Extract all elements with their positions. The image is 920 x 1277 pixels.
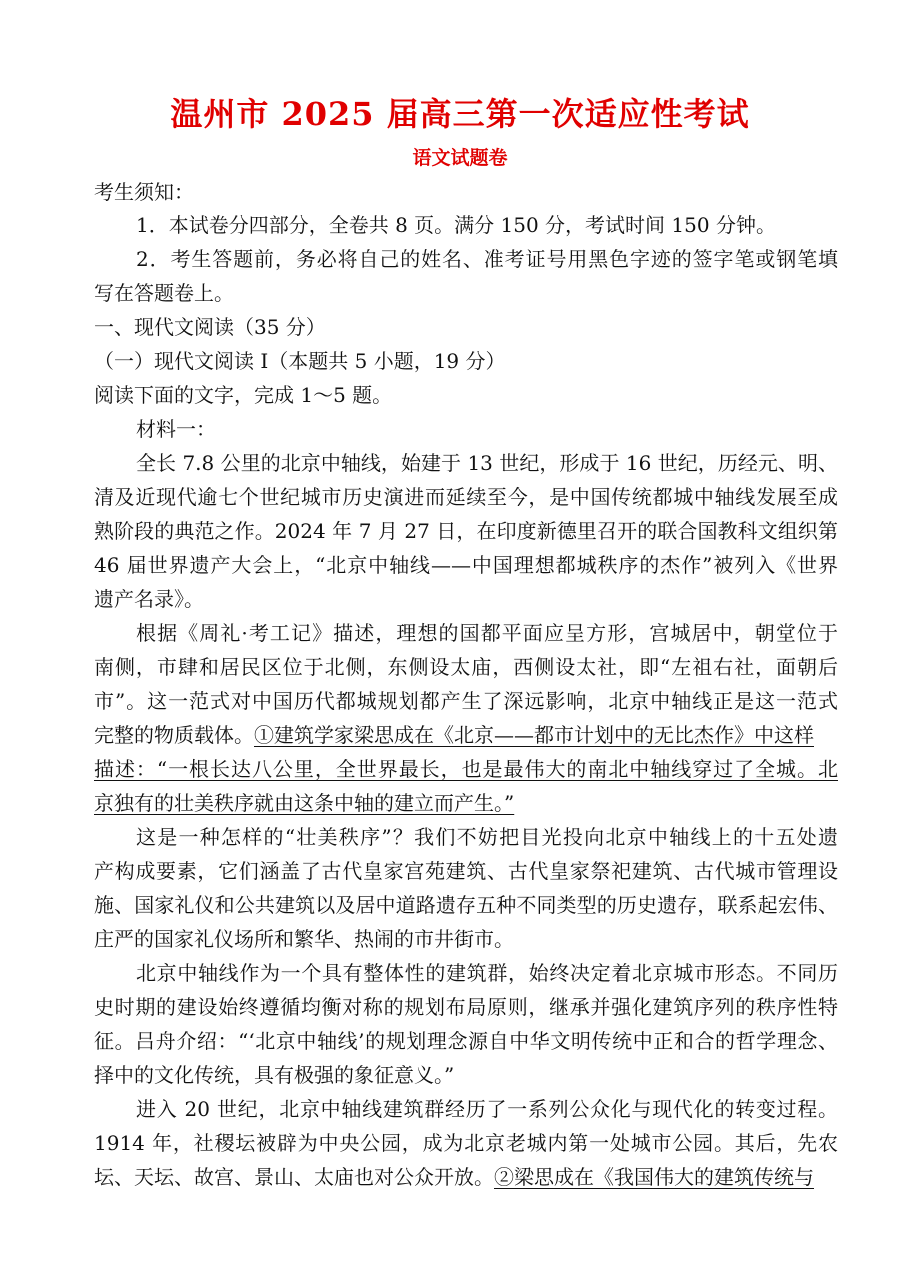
exam-subtitle: 语文试题卷 bbox=[412, 147, 508, 169]
notice-item-2: 2．考生答题前，务必将自己的姓名、准考证号用黑色字迹的签字笔或钢笔填 bbox=[136, 247, 838, 271]
underlined-quote-1: 京独有的壮美秩序就由这条中轴的建立而产生。” bbox=[94, 791, 515, 815]
notice-item-2-cont: 写在答题卷上。 bbox=[94, 281, 234, 305]
notice-item-1: 1．本试卷分四部分，全卷共 8 页。满分 150 分，考试时间 150 分钟。 bbox=[136, 213, 776, 237]
passage-line: 全长 7.8 公里的北京中轴线，始建于 13 世纪，形成于 16 世纪，历经元、明、 bbox=[136, 451, 838, 475]
reading-instruction: 阅读下面的文字，完成 1～5 题。 bbox=[94, 383, 393, 407]
underlined-quote-2: ②梁思成在《我国伟大的建筑传统与 bbox=[494, 1165, 814, 1189]
passage-line: 择中的文化传统，具有极强的象征意义。” bbox=[94, 1063, 455, 1087]
passage-line: 熟阶段的典范之作。2024 年 7 月 27 日，在印度新德里召开的联合国教科文组织第 bbox=[94, 519, 838, 543]
underlined-quote-1: ①建筑学家梁思成在《北京——都市计划中的无比杰作》中这样 bbox=[254, 723, 814, 747]
passage-line: 南侧，市肆和居民区位于北侧，东侧设太庙，西侧设太社，即“左祖右社，面朝后 bbox=[94, 655, 838, 679]
passage-line bbox=[94, 718, 814, 752]
passage-line: 1914 年，社稷坛被辟为中央公园，成为北京老城内第一处城市公园。其后，先农 bbox=[94, 1131, 838, 1155]
passage-line: 进入 20 世纪，北京中轴线建筑群经历了一系列公众化与现代化的转变过程。 bbox=[136, 1097, 838, 1121]
passage-text: 完整的物质载体。 bbox=[94, 723, 254, 747]
passage-line: 遗产名录》。 bbox=[94, 587, 204, 611]
passage-line: 根据《周礼·考工记》描述，理想的国都平面应呈方形，宫城居中，朝堂位于 bbox=[136, 621, 838, 645]
passage-line: 清及近现代逾七个世纪城市历史演进而延续至今，是中国传统都城中轴线发展至成 bbox=[94, 485, 838, 509]
underlined-quote-1: 描述：“一根长达八公里，全世界最长，也是最伟大的南北中轴线穿过了全城。北 bbox=[94, 757, 838, 781]
passage-line: 46 届世界遗产大会上，“北京中轴线——中国理想都城秩序的杰作”被列入《世界 bbox=[94, 553, 838, 577]
passage-line: 施、国家礼仪和公共建筑以及居中道路遗存五种不同类型的历史遗存，联系起宏伟、 bbox=[94, 893, 838, 917]
passage-line bbox=[94, 1160, 814, 1194]
section-heading: 一、现代文阅读（35 分） bbox=[94, 315, 326, 339]
passage-line: 市”。这一范式对中国历代都城规划都产生了深远影响，北京中轴线正是这一范式 bbox=[94, 689, 838, 713]
subsection-heading: （一）现代文阅读 Ⅰ（本题共 5 小题，19 分） bbox=[94, 349, 506, 373]
passage-line: 产构成要素，它们涵盖了古代皇家宫苑建筑、古代皇家祭祀建筑、古代城市管理设 bbox=[94, 859, 838, 883]
passage-line: 征。吕舟介绍：“‘北京中轴线’的规划理念源自中华文明传统中正和合的哲学理念、 bbox=[94, 1029, 838, 1053]
notice-heading: 考生须知： bbox=[94, 180, 194, 204]
passage-line: 史时期的建设始终遵循均衡对称的规划布局原则，继承并强化建筑序列的秩序性特 bbox=[94, 995, 838, 1019]
exam-title: 温州市 2025 届高三第一次适应性考试 bbox=[170, 95, 750, 133]
passage-line: 这是一种怎样的“壮美秩序”？我们不妨把目光投向北京中轴线上的十五处遗 bbox=[136, 825, 838, 849]
passage-line: 庄严的国家礼仪场所和繁华、热闹的市井街市。 bbox=[94, 927, 514, 951]
passage-line: 北京中轴线作为一个具有整体性的建筑群，始终决定着北京城市形态。不同历 bbox=[136, 961, 838, 985]
material-label: 材料一： bbox=[136, 417, 216, 441]
passage-text: 坛、天坛、故宫、景山、太庙也对公众开放。 bbox=[94, 1165, 494, 1189]
